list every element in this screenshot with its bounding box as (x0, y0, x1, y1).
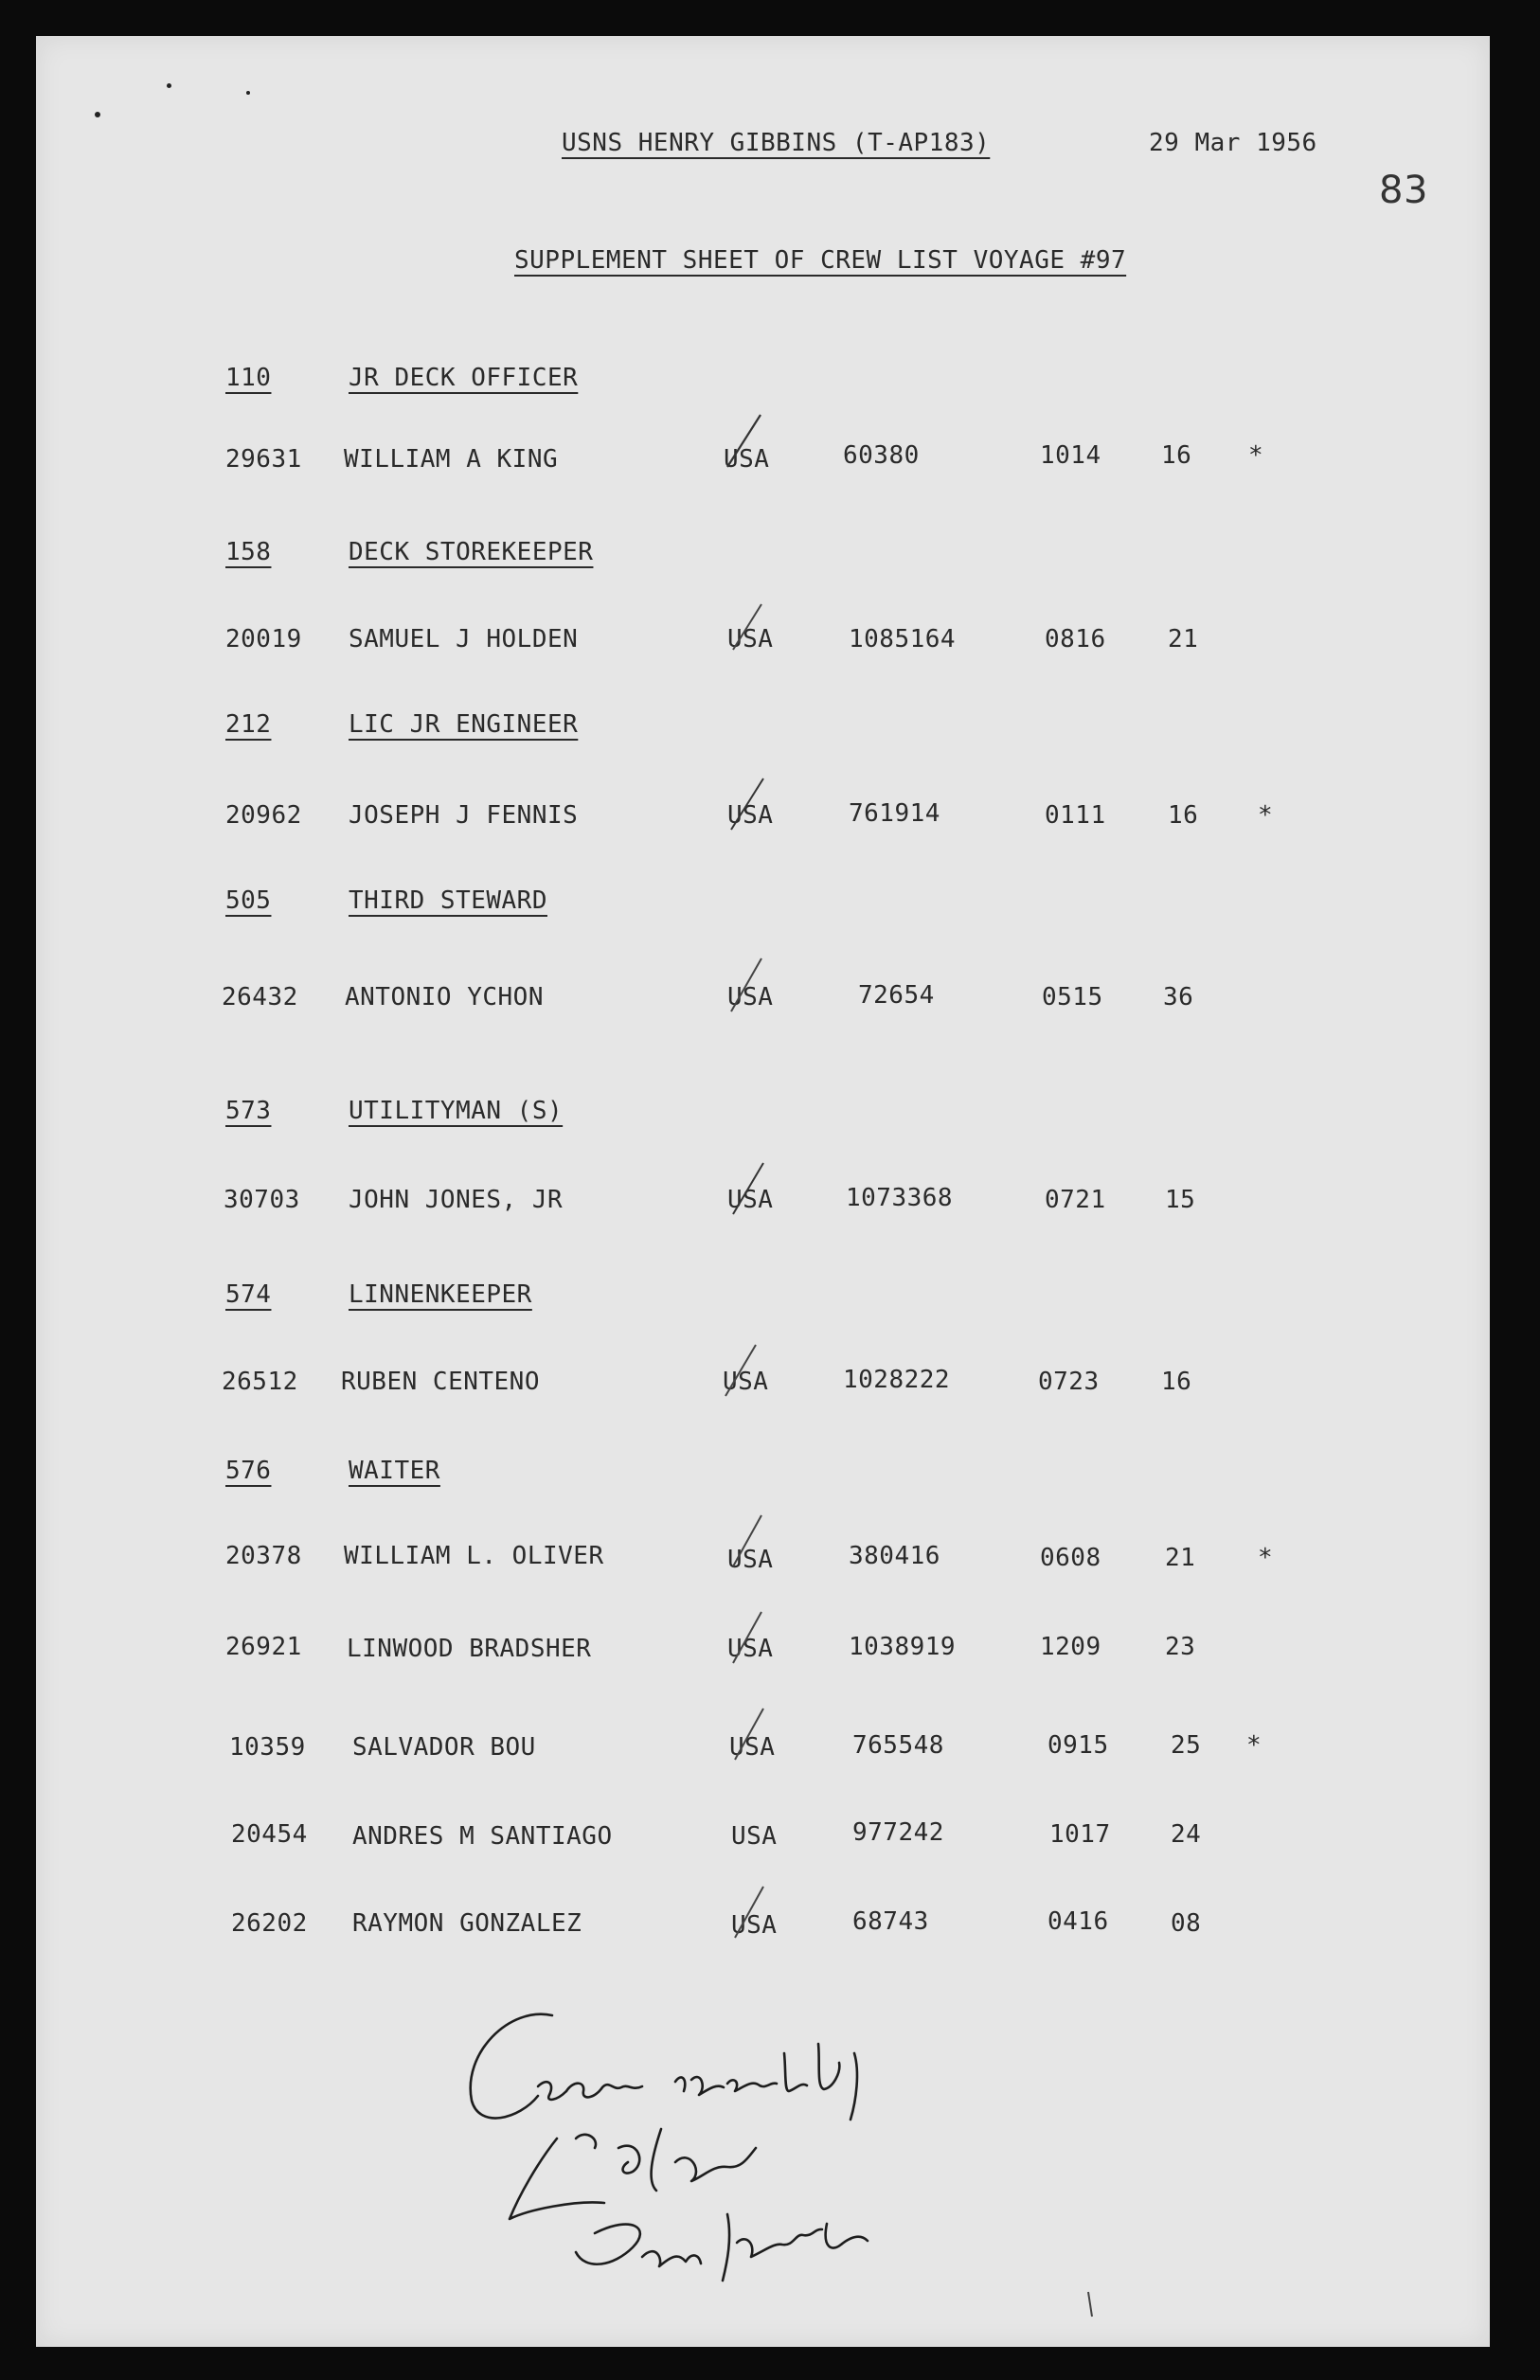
crew-age: 23 (1165, 1633, 1196, 1661)
crew-no: 20454 (231, 1820, 308, 1849)
crew-document-no: 1038919 (849, 1633, 957, 1661)
crew-document-no: 60380 (843, 441, 920, 470)
checkmark-icon (718, 410, 775, 476)
crew-code: 0723 (1038, 1368, 1100, 1396)
crew-name: SALVADOR BOU (352, 1733, 536, 1762)
document-page (36, 36, 1490, 2347)
checkmark-icon (720, 953, 777, 1019)
section-title: DECK STOREKEEPER (349, 538, 594, 566)
ship-name: USNS HENRY GIBBINS (T-AP183) (562, 129, 991, 157)
crew-name: JOHN JONES, JR (349, 1186, 564, 1214)
section-title: THIRD STEWARD (349, 886, 547, 915)
crew-name: RUBEN CENTENO (341, 1368, 540, 1396)
crew-nationality: USA (727, 1186, 774, 1214)
checkmark-icon (722, 1703, 779, 1769)
crew-document-no: 761914 (849, 799, 940, 828)
crew-name: WILLIAM A KING (344, 445, 559, 474)
crew-no: 29631 (225, 445, 302, 474)
crew-code: 0416 (1048, 1907, 1109, 1936)
crew-nationality: USA (723, 1368, 769, 1396)
crew-code: 0608 (1040, 1544, 1101, 1572)
section-code: 110 (225, 364, 272, 392)
crew-code: 0915 (1048, 1731, 1109, 1760)
crew-nationality: USA (727, 1635, 774, 1663)
crew-nationality: USA (727, 801, 774, 830)
checkmark-icon (714, 1339, 771, 1405)
section-title: WAITER (349, 1457, 440, 1485)
checkmark-icon (720, 595, 777, 661)
pencil-mark (1085, 2290, 1095, 2318)
crew-no: 20962 (225, 801, 302, 830)
crew-document-no: 1085164 (849, 625, 957, 653)
crew-name: SAMUEL J HOLDEN (349, 625, 579, 653)
crew-age: 08 (1171, 1909, 1202, 1938)
crew-document-no: 1028222 (843, 1366, 951, 1394)
crew-mark: * (1258, 801, 1274, 830)
inspector-signature (443, 1996, 974, 2309)
crew-name: RAYMON GONZALEZ (352, 1909, 582, 1938)
crew-document-no: 68743 (852, 1907, 929, 1936)
crew-mark: * (1248, 441, 1264, 470)
crew-code: 0111 (1045, 801, 1106, 830)
section-code: 212 (225, 710, 272, 739)
checkmark-icon (720, 1606, 777, 1673)
crew-name: LINWOOD BRADSHER (347, 1635, 592, 1663)
crew-code: 1014 (1040, 441, 1101, 470)
crew-document-no: 1073368 (846, 1184, 954, 1212)
section-code: 573 (225, 1097, 272, 1125)
page-number: 83 (1379, 169, 1428, 212)
speck (167, 83, 171, 88)
crew-age: 15 (1165, 1186, 1196, 1214)
crew-age: 16 (1168, 801, 1199, 830)
crew-age: 24 (1171, 1820, 1202, 1849)
crew-code: 1209 (1040, 1633, 1101, 1661)
crew-no: 26202 (231, 1909, 308, 1938)
speck (95, 112, 100, 117)
crew-nationality: USA (729, 1733, 776, 1762)
crew-no: 26921 (225, 1633, 302, 1661)
crew-age: 21 (1168, 625, 1199, 653)
checkmark-icon (722, 1881, 779, 1947)
crew-code: 0721 (1045, 1186, 1106, 1214)
crew-code: 0816 (1045, 625, 1106, 653)
crew-document-no: 977242 (852, 1818, 944, 1847)
checkmark-icon (720, 1155, 777, 1222)
crew-name: ANTONIO YCHON (345, 983, 544, 1011)
section-title: LINNENKEEPER (349, 1280, 532, 1309)
section-title: UTILITYMAN (S) (349, 1097, 564, 1125)
checkmark-icon (720, 1510, 777, 1576)
crew-code: 0515 (1042, 983, 1103, 1011)
crew-name: JOSEPH J FENNIS (349, 801, 579, 830)
crew-no: 20019 (225, 625, 302, 653)
crew-code: 1017 (1049, 1820, 1111, 1849)
crew-document-no: 380416 (849, 1542, 940, 1570)
crew-age: 36 (1163, 983, 1194, 1011)
crew-nationality: USA (727, 1546, 774, 1574)
crew-document-no: 72654 (858, 981, 935, 1010)
crew-nationality: USA (731, 1911, 778, 1940)
crew-name: ANDRES M SANTIAGO (352, 1822, 613, 1851)
crew-no: 20378 (225, 1542, 302, 1570)
crew-document-no: 765548 (852, 1731, 944, 1760)
section-code: 505 (225, 886, 272, 915)
crew-no: 30703 (224, 1186, 300, 1214)
crew-no: 26512 (222, 1368, 298, 1396)
crew-age: 16 (1161, 1368, 1192, 1396)
checkmark-icon (720, 771, 777, 837)
crew-name: WILLIAM L. OLIVER (344, 1542, 604, 1570)
section-code: 576 (225, 1457, 272, 1485)
crew-mark: * (1258, 1544, 1274, 1572)
section-title: JR DECK OFFICER (349, 364, 579, 392)
crew-no: 26432 (222, 983, 298, 1011)
section-code: 574 (225, 1280, 272, 1309)
document-date: 29 Mar 1956 (1149, 129, 1317, 157)
crew-nationality: USA (724, 445, 770, 474)
document-subtitle: SUPPLEMENT SHEET OF CREW LIST VOYAGE #97 (514, 246, 1127, 275)
crew-no: 10359 (229, 1733, 306, 1762)
crew-age: 16 (1161, 441, 1192, 470)
section-code: 158 (225, 538, 272, 566)
crew-nationality: USA (731, 1822, 778, 1851)
crew-age: 25 (1171, 1731, 1202, 1760)
section-title: LIC JR ENGINEER (349, 710, 579, 739)
crew-nationality: USA (727, 625, 774, 653)
crew-age: 21 (1165, 1544, 1196, 1572)
speck (246, 91, 250, 95)
crew-nationality: USA (727, 983, 774, 1011)
crew-mark: * (1246, 1731, 1262, 1760)
